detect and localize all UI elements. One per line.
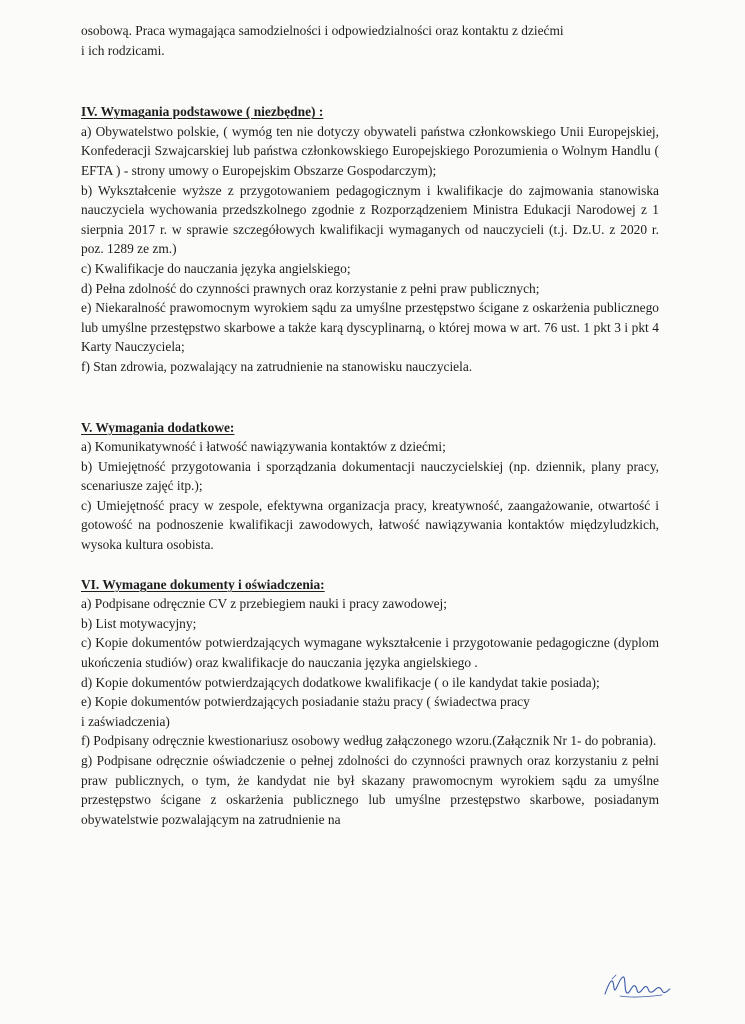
section-iv-item-f: f) Stan zdrowia, pozwalający na zatrudnienie na stanowisku nauczyciela. xyxy=(81,358,473,374)
section-vi-item-c: c) Kopie dokumentów potwierdzających wymagane wykształcenie i przygotowanie pedagogiczne (dyplom ukończenia studiów) oraz kwalifikacje do nauczania języka angielskiego . xyxy=(81,635,659,671)
section-vi-item-a: a) Podpisane odręcznie CV z przebiegiem nauki i pracy zawodowej; xyxy=(81,596,447,612)
section-vi-heading: VI. Wymagane dokumenty i oświadczenia: xyxy=(81,576,325,592)
section-vi-item-e-continuation: i zaświadczenia) xyxy=(81,713,170,729)
section-vi-item-f: f) Podpisany odręcznie kwestionariusz osobowy według załączonego wzoru.(Załącznik Nr 1- do pobrania). xyxy=(81,733,657,749)
section-iv-heading: IV. Wymagania podstawowe ( niezbędne) : xyxy=(81,104,324,120)
section-iv-item-b: b) Wykształcenie wyższe z przygotowaniem pedagogicznym i kwalifikacje do zajmowania stanowiska nauczyciela wychowania przedszkolnego zgodnie z Rozporządzeniem Ministra Edukacji Narodowej z 1 sierpnia 2017 r. w sprawie szczegółowych kwalifikacji wymaganych od nauczycieli (t.j. Dz.U. z 2020 r. poz. 1289 ze zm.) xyxy=(81,182,659,257)
section-iv xyxy=(81,102,659,376)
handwritten-signature xyxy=(602,970,672,1002)
document-body xyxy=(81,21,659,829)
section-v xyxy=(81,418,659,555)
section-v-heading: V. Wymagania dodatkowe: xyxy=(81,419,235,435)
section-iv-item-a: a) Obywatelstwo polskie, ( wymóg ten nie dotyczy obywateli państwa członkowskiego Unii Europejskiej, Konfederacji Szwajcarskiej lub państwa członkowskiego Europejskiego Porozumienia o Wolnym Handlu ( EFTA ) - strony umowy o Europejskim Obszarze Gospodarczym); xyxy=(81,123,659,178)
intro-line-1: osobową. Praca wymagająca samodzielności i odpowiedzialności oraz kontaktu z dziećmi xyxy=(81,23,564,38)
section-iv-item-e: e) Niekaralność prawomocnym wyrokiem sądu za umyślne przestępstwo ścigane z oskarżenia publicznego lub umyślne przestępstwo skarbowe a także karą dyscyplinarną, o której mowa w art. 76 ust. 1 pkt 3 i pkt 4 Karty Nauczyciela; xyxy=(81,300,659,355)
section-v-item-a: a) Komunikatywność i łatwość nawiązywania kontaktów z dziećmi; xyxy=(81,439,446,455)
section-vi-item-d: d) Kopie dokumentów potwierdzających dodatkowe kwalifikacje ( o ile kandydat takie posiada); xyxy=(81,674,600,690)
section-vi-item-e: e) Kopie dokumentów potwierdzających posiadanie stażu pracy ( świadectwa pracy xyxy=(81,694,530,710)
section-v-item-b: b) Umiejętność przygotowania i sporządzania dokumentacji nauczycielskiej (np. dziennik, plany pracy, scenariusze zajęć itp.); xyxy=(81,458,659,494)
section-v-item-c: c) Umiejętność pracy w zespole, efektywna organizacja pracy, kreatywność, zaangażowanie, otwartość i gotowość na podnoszenie kwalifikacji zawodowych, łatwość nawiązywania kontaktów międzyludzkich, wysoka kultura osobista. xyxy=(81,497,659,553)
section-iv-item-d: d) Pełna zdolność do czynności prawnych oraz korzystanie z pełni praw publicznych; xyxy=(81,280,540,296)
section-vi xyxy=(81,575,659,830)
section-vi-item-g: g) Podpisane odręcznie oświadczenie o pełnej zdolności do czynności prawnych oraz korzystaniu z pełni praw publicznych, o tym, że kandydat nie był skazany prawomocnym wyrokiem sądu za umyślne przestępstwo ścigane z oskarżenia publicznego lub umyślne przestępstwo skarbowe, posiadanym obywatelstwie pozwalającym na zatrudnienie na xyxy=(81,753,659,827)
section-iv-item-c: c) Kwalifikacje do nauczania języka angielskiego; xyxy=(81,260,351,276)
intro-line-2: i ich rodzicami. xyxy=(81,42,165,58)
section-vi-item-b: b) List motywacyjny; xyxy=(81,615,197,631)
